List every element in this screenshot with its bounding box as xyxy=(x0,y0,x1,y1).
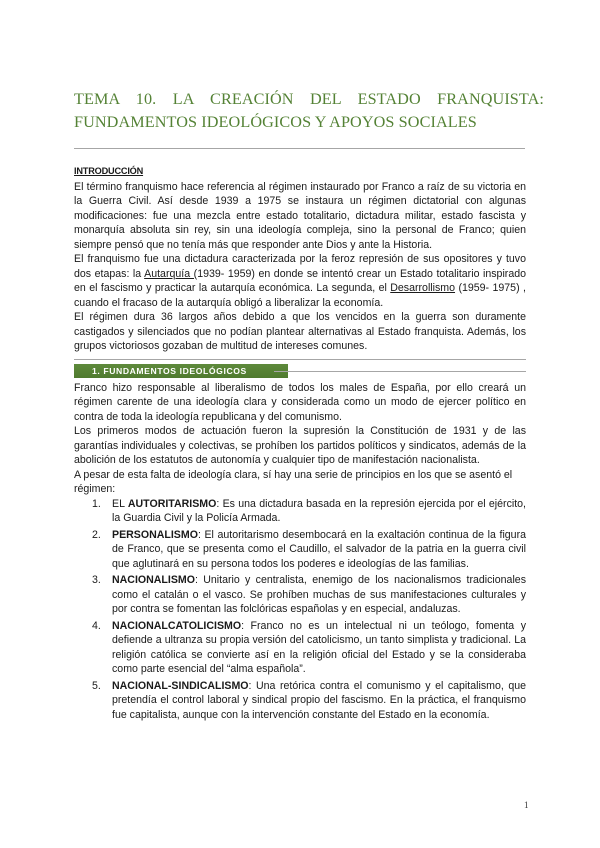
list-item xyxy=(74,573,526,617)
list-item xyxy=(74,497,526,526)
section-1-header xyxy=(74,364,526,378)
list-item-number: 2. xyxy=(92,528,101,541)
intro-heading: INTRODUCCIÓN xyxy=(74,166,144,176)
list-item-text: : Una retórica contra el comunismo y el capitalismo, que pretendía el control laboral y sindical propio del fascismo. En la práctica, el franquismo fue capitalista, aunque con la intervención constante del Estado en la economía. xyxy=(112,679,526,721)
intro-p2-text-a: El franquismo fue una dictadura caracterizada por la feroz represión de sus opositores y tuvo dos etapas: la xyxy=(74,253,526,280)
list-item-text: : El autoritarismo desembocará en la exaltación continua de la figura de Franco, que se presenta como el Caudillo, el salvador de la patria en la guerra civil que aglutinará en su persona todos los poderes e ideologías de las familias. xyxy=(112,528,526,570)
section-1-paragraph-2: Los primeros modos de actuación fueron la supresión la Constitución de 1931 y de las garantías individuales y colectivas, se prohíben los partidos políticos y sindicatos, además de la abolición de los estatutos de autonomía y cualquier tipo de manifestación nacionalista. xyxy=(74,425,526,466)
list-item-term: NACIONAL-SINDICALISMO xyxy=(112,679,249,692)
section-divider xyxy=(74,359,526,360)
desarrollismo-term: Desarrollismo xyxy=(390,282,456,294)
list-item-number: 1. xyxy=(92,497,101,510)
list-item-term: NACIONALISMO xyxy=(112,574,195,586)
list-item-term: AUTORITARISMO xyxy=(127,497,217,510)
list-item-text: : Unitario y centralista, enemigo de los nacionalismos tradicionales como el catalán o el vasco. Se prohíben muchas de sus manifestaciones culturales y por contra se fomentan las folclóricas españolas y en especial, andaluzas. xyxy=(112,574,526,615)
section-1-paragraph-3a: A pesar de esta falta de ideología clara, sí hay una serie de principios en los que se asentó el xyxy=(74,468,513,481)
list-item-prefix: EL xyxy=(112,497,128,510)
list-item xyxy=(74,679,526,723)
list-item-term: NACIONALCATOLICISMO xyxy=(112,619,242,632)
list-item-number: 5. xyxy=(92,679,101,692)
list-item xyxy=(74,619,526,677)
list-item xyxy=(74,528,526,572)
intro-paragraph-2 xyxy=(74,252,526,310)
intro-p2-text-b: 1939- 1959) en donde se intentó crear un Estado totalitario inspirado en el fascismo y practicar la autarquía económica. La segunda, el xyxy=(74,267,526,294)
document-title: TEMA 10. LA CREACIÓN DEL ESTADO FRANQUISTA: FUNDAMENTOS IDEOLÓGICOS Y APOYOS SOCIALES xyxy=(74,90,544,131)
title-divider xyxy=(74,148,525,149)
list-item-text: : Es una dictadura basada en la represión ejercida por el ejército, la Guardia Civil y la Policía Armada. xyxy=(112,497,526,524)
list-item-text: : Franco no es un intelectual ni un teólogo, fomenta y defiende a ultranza su propia versión del catolicismo, un tanto simplista y tradicional. La religión católica se convierte así en la religión oficial del Estado y se la consideraba como parte esencial del “alma española”. xyxy=(112,619,526,675)
autarquia-term: Autarquía ( xyxy=(144,267,198,280)
section-1-heading: 1. FUNDAMENTOS IDEOLÓGICOS xyxy=(74,364,288,378)
list-item-number: 3. xyxy=(92,574,101,586)
intro-paragraph-1: El término franquismo hace referencia al régimen instaurado por Franco a raíz de su victoria en la Guerra Civil. Así desde 1939 a 1975 se instaura un régimen dictatorial con algunas modificaciones: fue una mezcla entre estado totalitario, dictadura militar, estado fascista y monarquía absoluta sin rey, sin una ideología compleja, sino la personal de Franco; quien siempre pensó que no tenía más que responder ante Dios y ante la Historia. xyxy=(74,180,526,251)
intro-p2-text-c: (1959- 1975) , cuando el fracaso de la autarquía obligó a liberalizar la economía. xyxy=(74,282,526,309)
section-1-paragraph-3b: régimen: xyxy=(74,483,116,495)
section-1-paragraph-1: Franco hizo responsable al liberalismo de todos los males de España, por ello creará un régimen carente de una ideología clara y considerada como un modo de ejercer político en contra de toda la ideología republicana y del comunismo. xyxy=(74,381,526,423)
page-number: 1 xyxy=(524,800,529,810)
document-body xyxy=(74,164,526,724)
intro-paragraph-3: El régimen dura 36 largos años debido a que los vencidos en la guerra son duramente castigados y silenciados que no podían plantear alternativas al Estado franquista. Además, los grupos victoriosos gozaban de multitud de intereses comunes. xyxy=(74,311,526,352)
list-item-term: PERSONALISMO xyxy=(112,528,198,541)
list-item-number: 4. xyxy=(92,619,101,632)
principles-list xyxy=(74,497,526,723)
